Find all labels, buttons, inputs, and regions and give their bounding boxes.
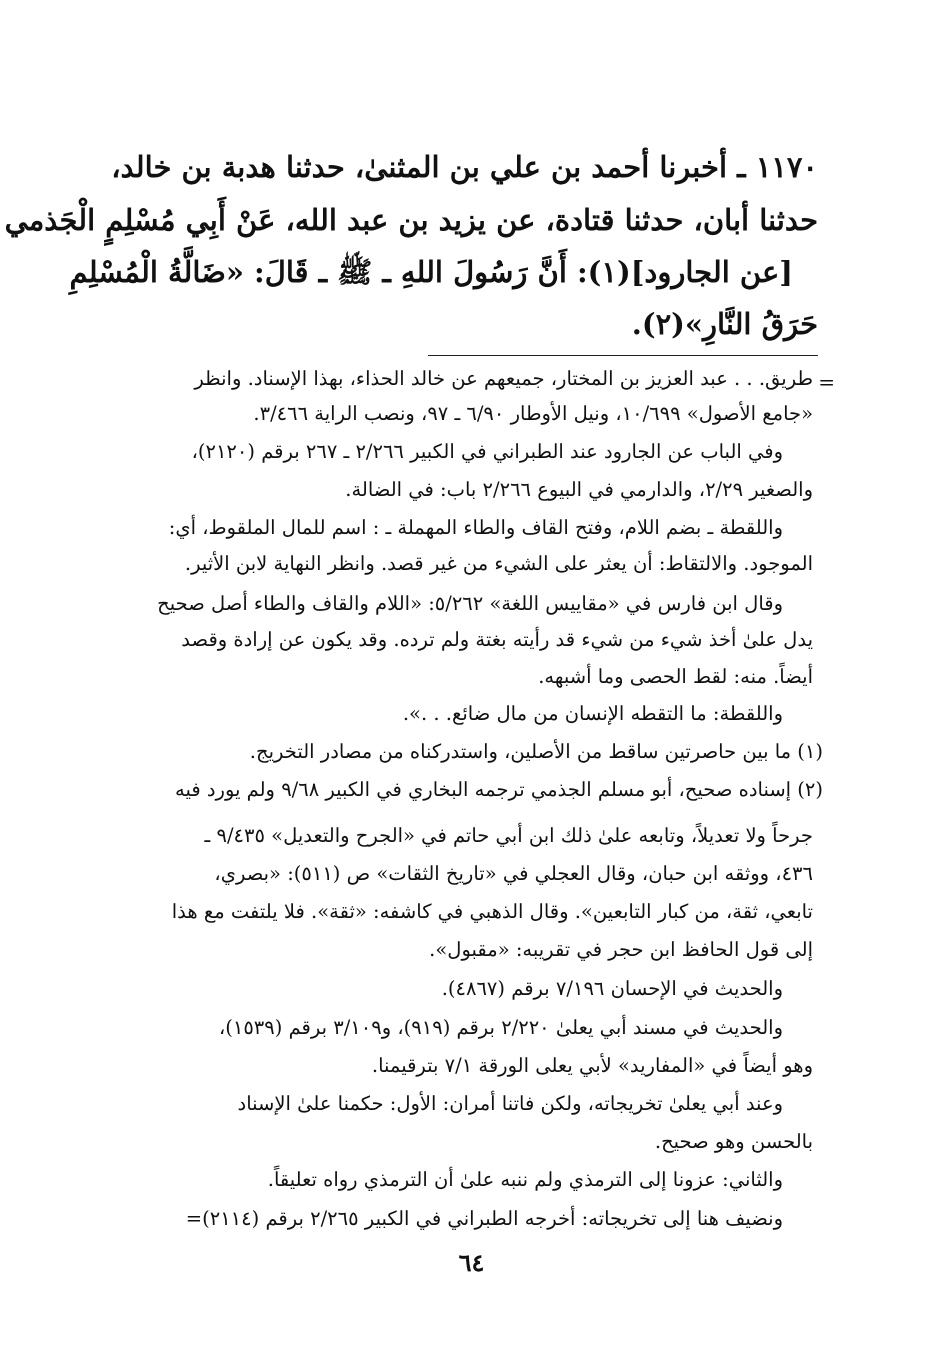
footnote-1: (١) ما بين حاصرتين ساقط من الأصلين، واستدركناه من مصادر التخريج. [249, 740, 823, 763]
hadith-line-1: ١١٧٠ ـ أخبرنا أحمد بن علي بن المثنىٰ، حدثنا هدبة بن خالد، [111, 150, 818, 184]
footnote-2: (٢) إسناده صحيح، أبو مسلم الجذمي ترجمه البخاري في الكبير ٩/٦٨ ولم يورد فيه [174, 778, 823, 801]
footnote-line-17: والحديث في الإحسان ٧/١٩٦ برقم (٤٨٦٧). [441, 977, 783, 1000]
page-number: ٦٤ [458, 1248, 485, 1277]
continuation-marker: = [818, 370, 835, 394]
footnote-line-21: بالحسن وهو صحيح. [654, 1130, 813, 1153]
footnote-line-1: طريق. . . عبد العزيز بن المختار، جميعهم عن خالد الحذاء، بهذا الإسناد. وانظر [194, 367, 813, 390]
footnote-line-23: ونضيف هنا إلى تخريجاته: أخرجه الطبراني في الكبير ٢/٢٦٥ برقم (٢١١٤)= [185, 1207, 783, 1230]
footnote-line-16: إلى قول الحافظ ابن حجر في تقريبه: «مقبول». [429, 938, 813, 961]
footnote-separator [428, 355, 818, 356]
footnote-line-10: واللقطة: ما التقطه الإنسان من مال ضائع. . .». [402, 702, 783, 725]
hadith-line-4: حَرَقُ النَّارِ»(٢). [631, 307, 818, 341]
footnote-line-7: وقال ابن فارس في «مقاييس اللغة» ٥/٢٦٢: «اللام والقاف والطاء أصل صحيح [157, 592, 783, 615]
footnote-line-5: واللقطة ـ بضم اللام، وفتح القاف والطاء المهملة ـ : اسم للمال الملقوط، أي: [168, 516, 783, 539]
footnote-line-3: وفي الباب عن الجارود عند الطبراني في الكبير ٢/٢٦٦ ـ ٢٦٧ برقم (٢١٢٠)، [191, 440, 783, 463]
footnote-line-6: الموجود. والالتقاط: أن يعثر على الشيء من غير قصد. وانظر النهاية لابن الأثير. [184, 552, 813, 575]
footnote-line-22: والثاني: عزونا إلى الترمذي ولم ننبه علىٰ أن الترمذي رواه تعليقاً. [267, 1168, 783, 1191]
hadith-line-2: حدثنا أبان، حدثنا قتادة، عن يزيد بن عبد الله، عَنْ أَبِي مُسْلِمٍ الْجَذمي [4, 203, 818, 237]
footnote-line-18: والحديث في مسند أبي يعلىٰ ٢/٢٢٠ برقم (٩١٩)، و٣/١٠٩ برقم (١٥٣٩)، [218, 1016, 783, 1039]
footnote-line-13: جرحاً ولا تعديلاً، وتابعه علىٰ ذلك ابن أبي حاتم في «الجرح والتعديل» ٩/٤٣٥ ـ [204, 824, 813, 847]
hadith-line-3: [عن الجارود](١): أَنَّ رَسُولَ اللهِ ـ ﷺ ـ قَالَ: «ضَالَّةُ الْمُسْلِمِ [69, 255, 793, 289]
footnote-line-2: «جامع الأصول» ١٠/٦٩٩، ونيل الأوطار ٦/٩٠ ـ ٩٧، ونصب الراية ٣/٤٦٦. [253, 402, 813, 425]
footnote-line-9: أيضاً. منه: لقط الحصى وما أشبهه. [538, 665, 813, 688]
footnote-line-4: والصغير ٢/٢٩، والدارمي في البيوع ٢/٢٦٦ باب: في الضالة. [345, 478, 813, 501]
footnote-line-14: ٤٣٦، ووثقه ابن حبان، وقال العجلي في «تاريخ الثقات» ص (٥١١): «بصري، [214, 862, 813, 885]
footnote-line-19: وهو أيضاً في «المفاريد» لأبي يعلى الورقة ٧/١ بترقيمنا. [371, 1054, 813, 1077]
footnote-line-15: تابعي، ثقة، من كبار التابعين». وقال الذهبي في كاشفه: «ثقة». فلا يلتفت مع هذا [171, 900, 813, 923]
footnote-line-8: يدل علىٰ أخذ شيء من شيء قد رأيته بغتة ولم ترده. وقد يكون عن إرادة وقصد [181, 628, 813, 651]
footnote-line-20: وعند أبي يعلىٰ تخريجاته، ولكن فاتنا أمران: الأول: حكمنا علىٰ الإسناد [237, 1092, 783, 1115]
